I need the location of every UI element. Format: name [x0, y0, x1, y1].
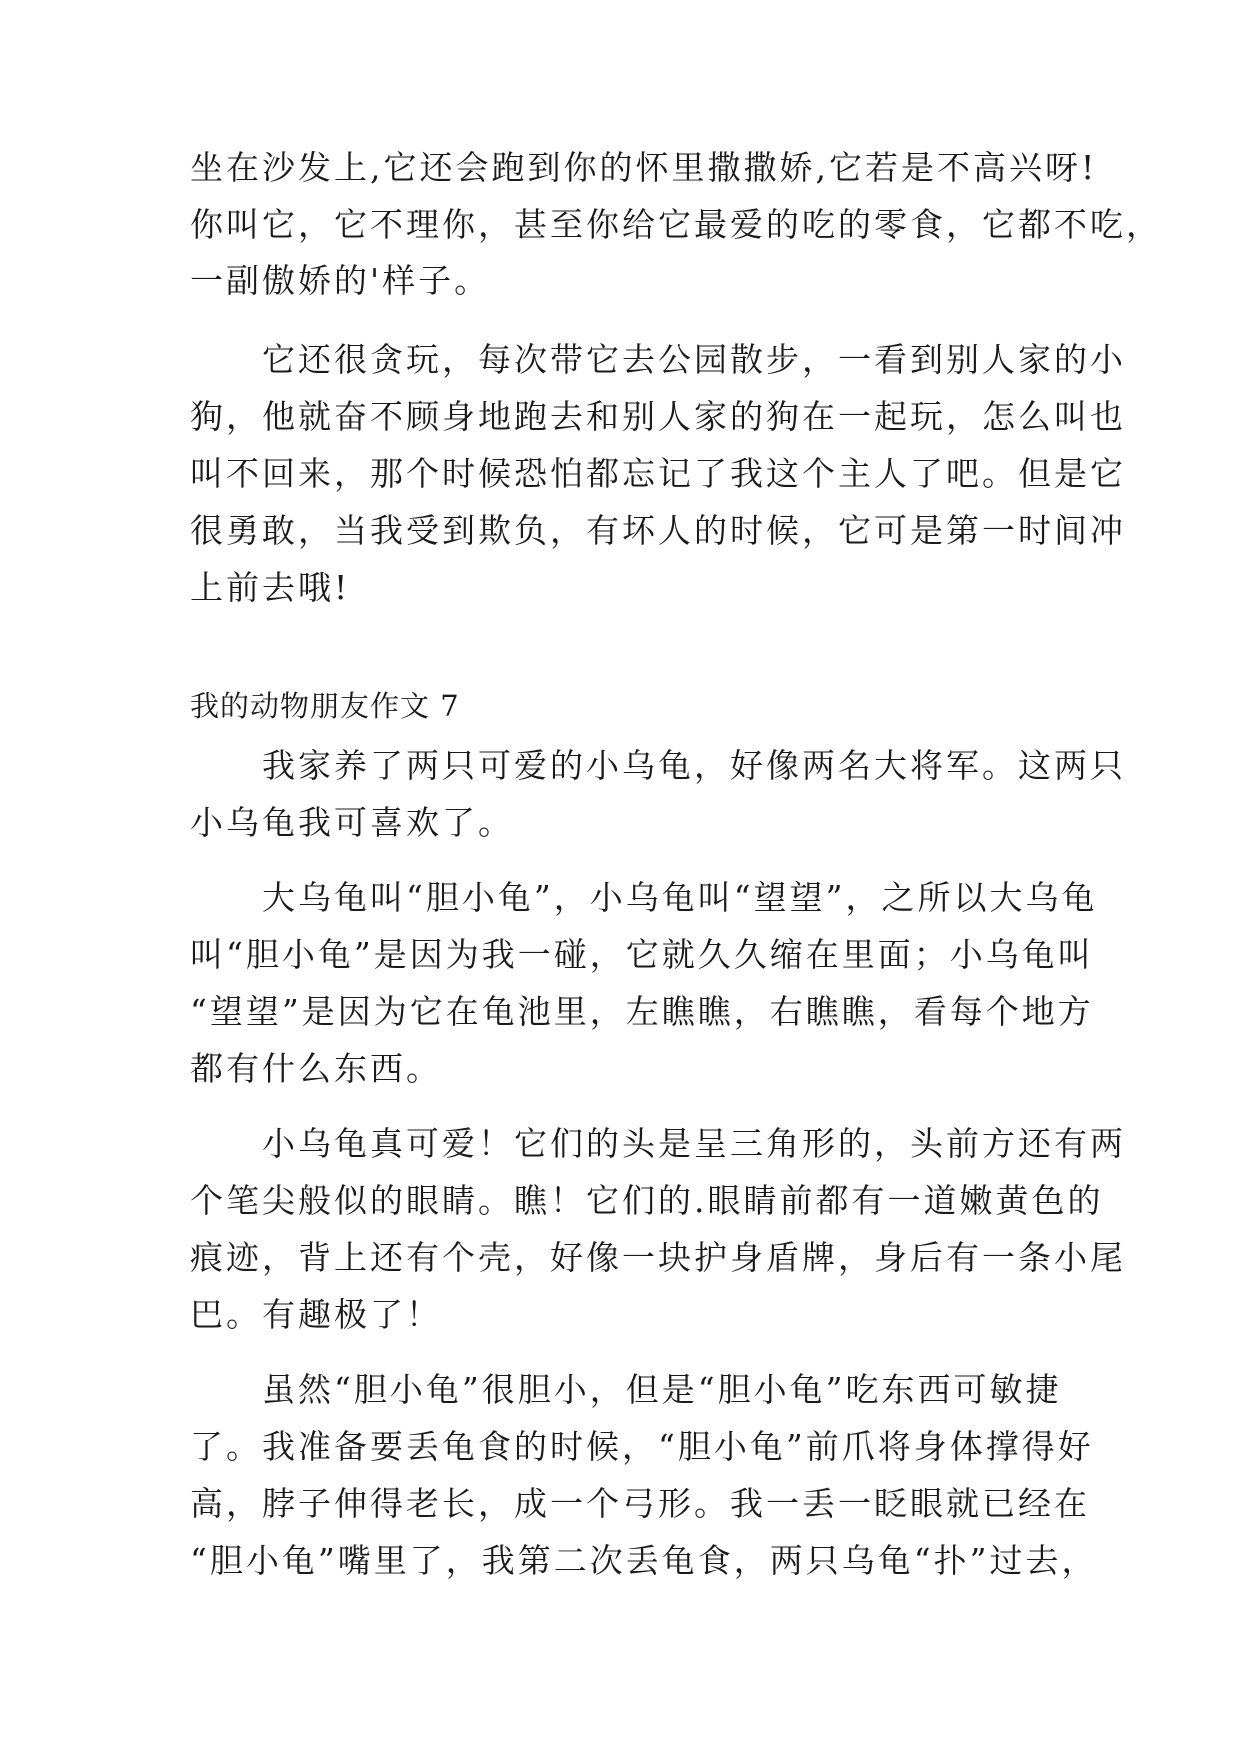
paragraph-line: 小乌龟真可爱！它们的头是呈三角形的，头前方还有两	[190, 1124, 1126, 1163]
paragraph-line: 大乌龟叫“胆小龟”，小乌龟叫“望望”，之所以大乌龟	[190, 878, 1098, 917]
paragraph-line: 我家养了两只可爱的小乌龟，好像两名大将军。这两只	[190, 746, 1126, 785]
paragraph-line: 你叫它，它不理你，甚至你给它最爱的吃的零食，它都不吃，	[190, 205, 1162, 244]
paragraph-line: 叫“胆小龟”是因为我一碰，它就久久缩在里面；小乌龟叫	[190, 935, 1094, 974]
paragraph-line: 虽然“胆小龟”很胆小，但是“胆小龟”吃东西可敏捷	[190, 1370, 1062, 1409]
paragraph-line: 一副傲娇的'样子。	[190, 261, 491, 300]
paragraph-line: 痕迹，背上还有个壳，好像一块护身盾牌，身后有一条小尾	[190, 1238, 1126, 1277]
paragraph-line: 个笔尖般似的眼睛。瞧！它们的.眼睛前都有一道嫩黄色的	[190, 1181, 1104, 1220]
paragraph-line: 了。我准备要丢龟食的时候，“胆小龟”前爪将身体撑得好	[190, 1427, 1094, 1466]
paragraph-line: “胆小龟”嘴里了，我第二次丢龟食，两只乌龟“扑”过去，	[190, 1541, 1098, 1580]
paragraph-line: 都有什么东西。	[190, 1049, 442, 1088]
paragraph-line: 叫不回来，那个时候恐怕都忘记了我这个主人了吧。但是它	[190, 454, 1126, 493]
paragraph-line: 坐在沙发上,它还会跑到你的怀里撒撒娇,它若是不高兴呀!	[190, 148, 1098, 187]
section-title: 我的动物朋友作文 7	[190, 689, 460, 723]
paragraph-line: 小乌龟我可喜欢了。	[190, 803, 514, 842]
paragraph-line: 狗，他就奋不顾身地跑去和别人家的狗在一起玩，怎么叫也	[190, 397, 1126, 436]
paragraph-line: “望望”是因为它在龟池里，左瞧瞧，右瞧瞧，看每个地方	[190, 992, 1094, 1031]
paragraph-line: 很勇敢，当我受到欺负，有坏人的时候，它可是第一时间冲	[190, 511, 1126, 550]
paragraph-line: 高，脖子伸得老长，成一个弓形。我一丢一眨眼就已经在	[190, 1484, 1090, 1523]
paragraph-line: 巴。有趣极了！	[190, 1295, 442, 1334]
paragraph-line: 它还很贪玩，每次带它去公园散步，一看到别人家的小	[190, 340, 1126, 379]
paragraph-line: 上前去哦!	[190, 568, 351, 607]
